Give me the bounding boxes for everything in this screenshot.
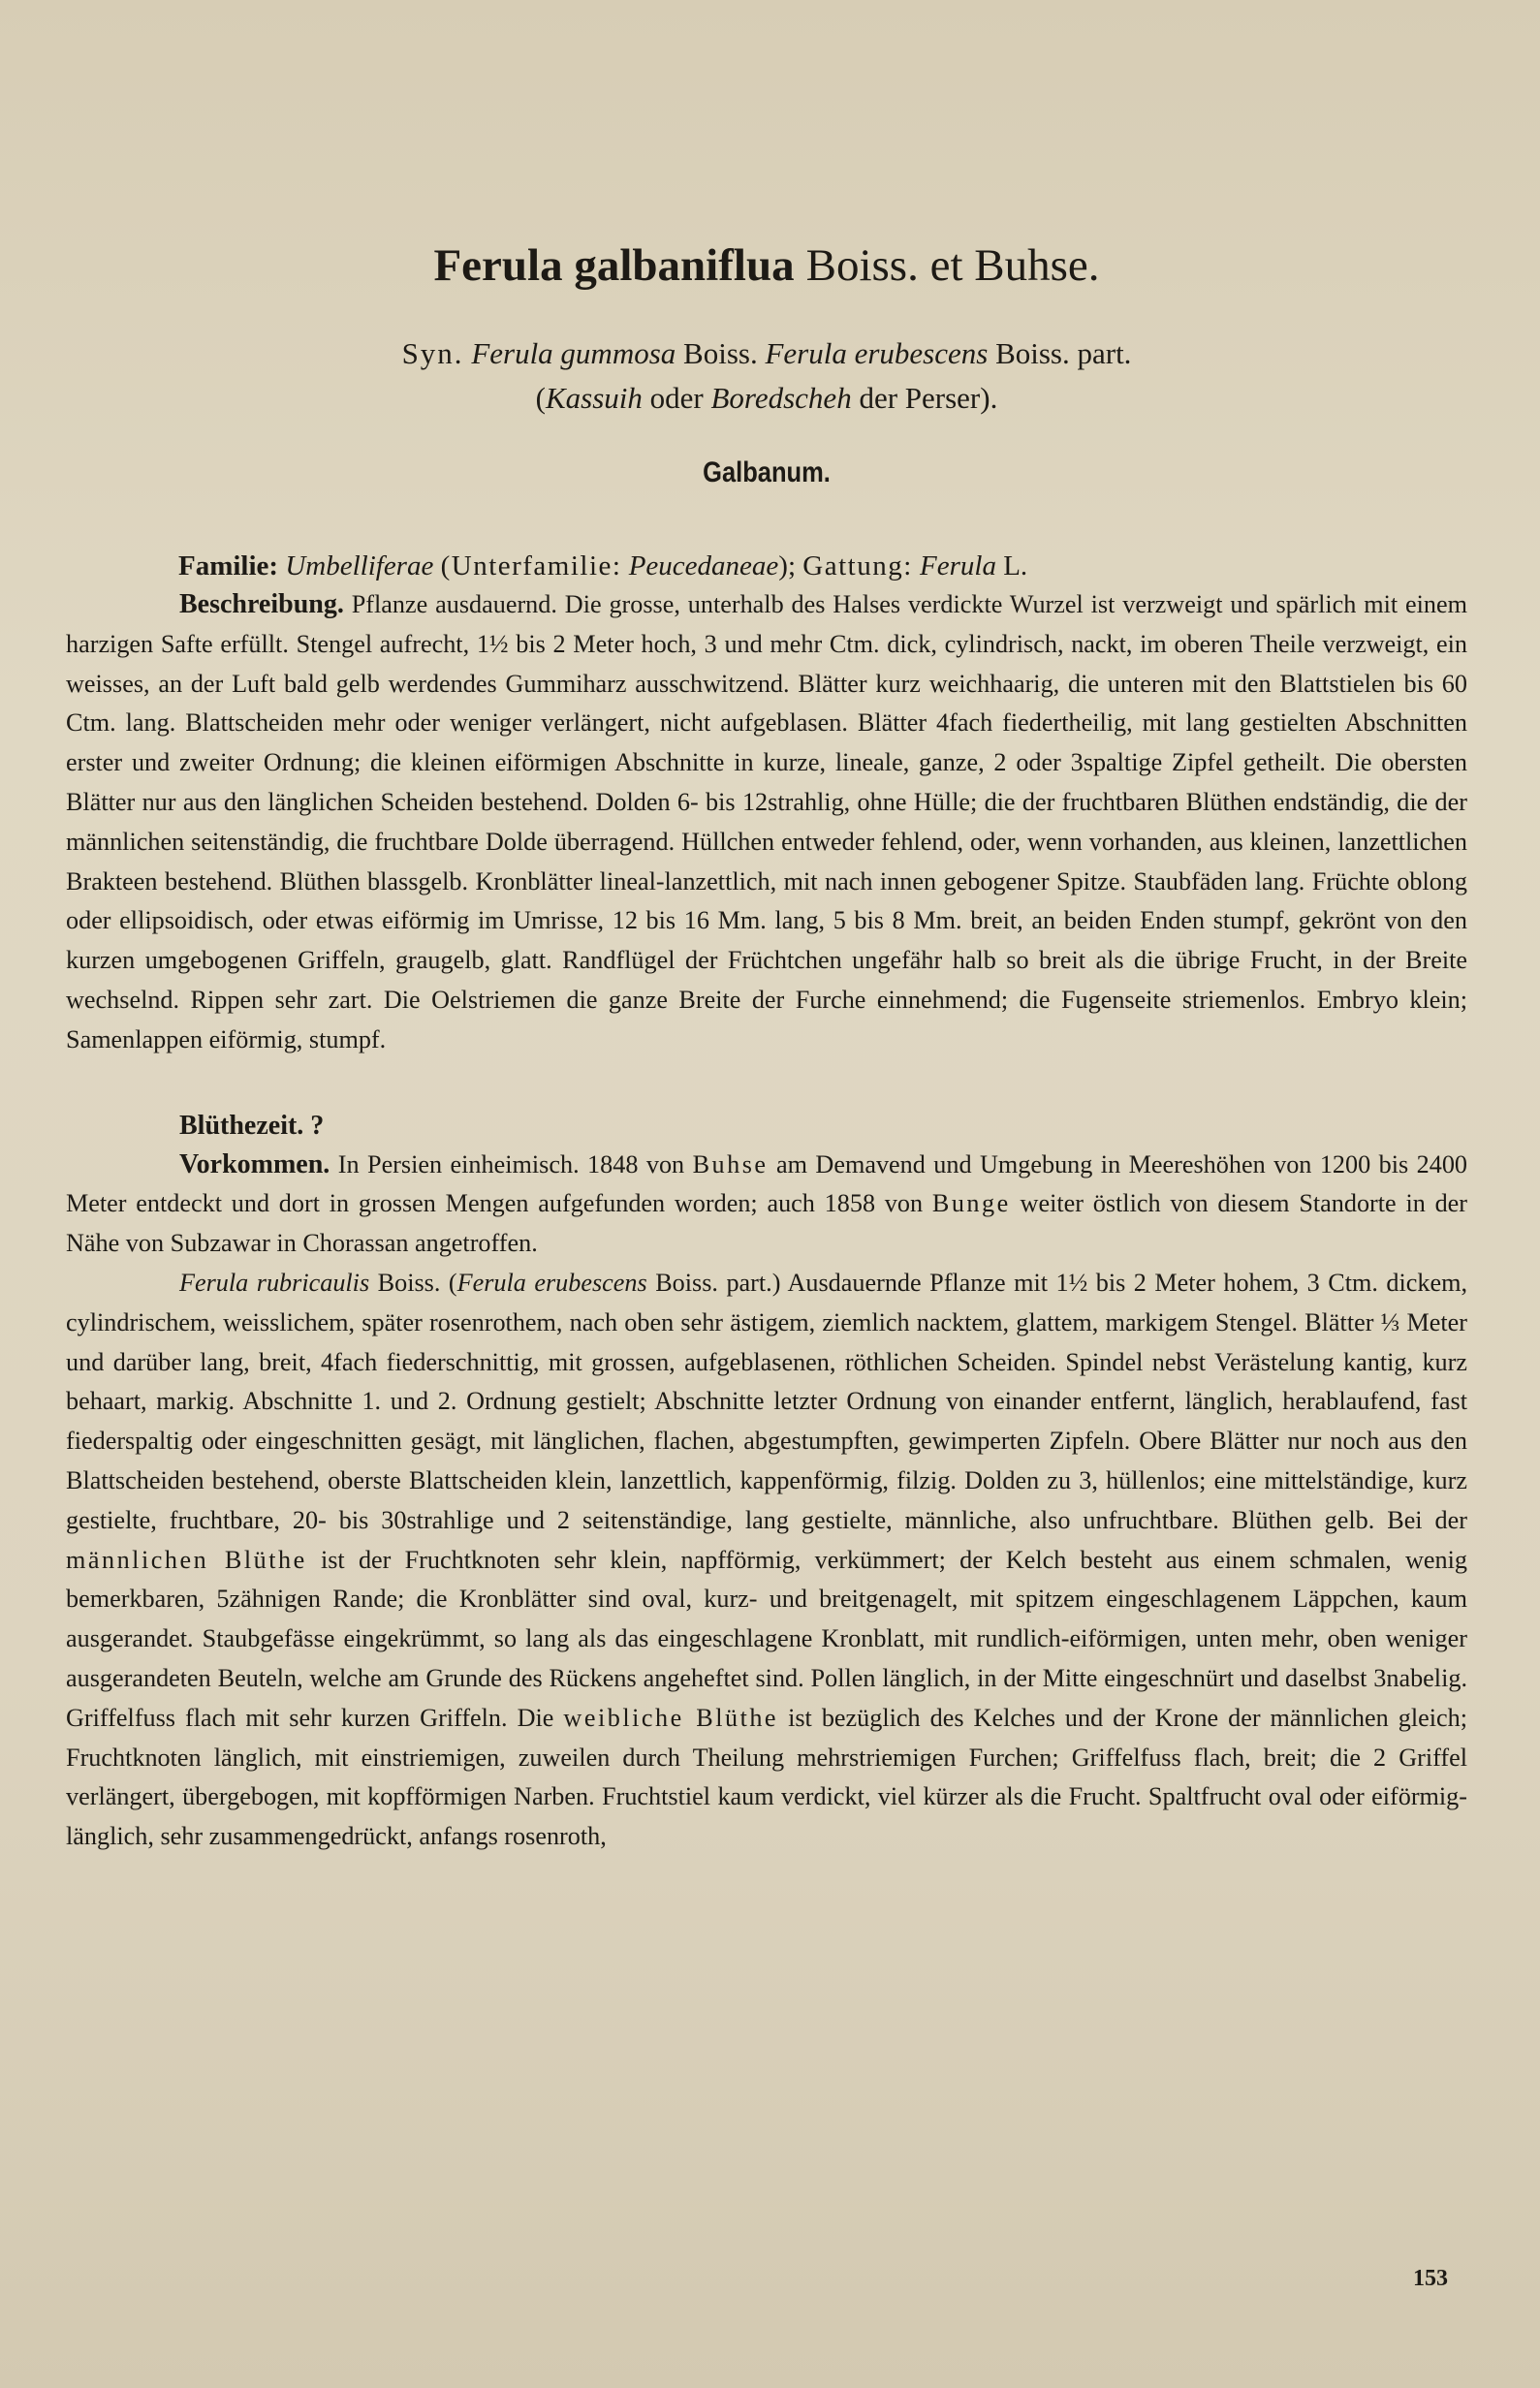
species-name: Ferula galbaniflua <box>433 240 795 291</box>
rubricaulis-name: Ferula rubricaulis <box>179 1268 370 1297</box>
gattung-label: Gattung: <box>802 550 913 581</box>
gattung-value: Ferula <box>920 550 996 581</box>
beschreibung-label: Beschreibung. <box>179 589 344 619</box>
vorkommen-paragraph: Vorkommen. In Persien einheimisch. 1848 von Buhse am Demavend und Umgebung in Meereshöhen von 1200 bis 2400 Meter entdeckt und dort in grossen Mengen aufgefunden worden; auch 1858 von Bunge weiter östlich von diesem Standorte in der Nähe von Subzawar in Chorassan angetroffen. <box>66 1148 1468 1258</box>
familie-label: Familie: <box>178 550 279 581</box>
native-name-1: Kassuih <box>545 381 643 415</box>
rubricaulis-paragraph: Ferula rubricaulis Boiss. (Ferula erubescens Boiss. part.) Ausdauernde Pflanze mit 1½ bis 2 Meter hohem, 3 Ctm. dickem, cylindrischem, weisslichem, später rosenrothem, nach oben sehr ästigem, ziemlich nacktem, glattem, markigem Stengel. Blätter ⅓ Meter und darüber lang, breit, 4fach fiederschnittig, mit grossen, aufgeblasenen, röthlichen Scheiden. Spindel nebst Verästelung kantig, kurz behaart, markig. Abschnitte 1. und 2. Ordnung gestielt; Abschnitte letzter Ordnung von einander entfernt, länglich, herablaufend, fast fiederspaltig oder eingeschnitten gesägt, mit länglichen, flachen, abgestumpften, gewimperten Zipfeln. Obere Blätter nur noch aus den Blattscheiden bestehend, oberste Blattscheiden klein, lanzettlich, kappenförmig, filzig. Dolden zu 3, hüllenlos; eine mittelständige, kurz gestielte, fruchtbare, 20- bis 30strahlige und 2 seitenständige, lang gestielte, männliche, also unfruchtbare. Blüthen gelb. Bei der männlichen Blüthe ist der Fruchtknoten sehr klein, napfförmig, verkümmert; der Kelch besteht aus einem schmalen, wenig bemerkbaren, 5zähnigen Rande; die Kronblätter sind oval, kurz- und breitgenagelt, mit spitzem eingeschlagenem Läppchen, kaum ausgerandet. Staubgefässe eingekrümmt, so lang als das eingeschlagene Kronblatt, mit rundlich-eiförmigen, unten mehr, oben weniger ausgerandeten Beuteln, welche am Grunde des Rückens angeheftet sind. Pollen länglich, in der Mitte eingeschnürt und daselbst 3nabelig. Griffelfuss flach mit sehr kurzen Griffeln. Die weibliche Blüthe ist bezüglich des Kelches und der Krone der männlichen gleich; Fruchtknoten länglich, mit einstriemigen, zuweilen durch Theilung mehrstriemigen Furchen; Griffelfuss flach, breit; die 2 Griffel verlängert, übergebogen, mit kopfförmigen Narben. Fruchtstiel kaum verdickt, viel kürzer als die Frucht. Spaltfrucht oval oder eiförmig-länglich, sehr zusammengedrückt, anfangs rosenroth, <box>66 1268 1467 1851</box>
beschreibung-paragraph <box>66 585 1467 1060</box>
person-buhse: Buhse <box>692 1149 769 1178</box>
synonym-1-authority: Boiss. <box>683 336 758 370</box>
beschreibung-text: Pflanze ausdauernd. Die grosse, unterhalb des Halses verdickte Wurzel ist verzweigt und spärlich mit einem harzigen Safte erfüllt. Stengel aufrecht, 1½ bis 2 Meter hoch, 3 und mehr Ctm. dick, cylindrisch, nackt, im oberen Theile verzweigt, ein weisses, an der Luft bald gelb werdendes Gummiharz ausschwitzend. Blätter kurz weichhaarig, die unteren mit den Blattstielen bis 60 Ctm. lang. Blattscheiden mehr oder weniger verlängert, nicht aufgeblasen. Blätter 4fach fiedertheilig, mit lang gestielten Abschnitten erster und zweiter Ordnung; die kleinen eiförmigen Abschnitte in kurze, lineale, ganze, 2 oder 3spaltige Zipfel getheilt. Die obersten Blätter nur aus den länglichen Scheiden bestehend. Dolden 6- bis 12strahlig, ohne Hülle; die der fruchtbaren Blüthen endständig, die der männlichen seitenständig, die fruchtbare Dolde überragend. Hüllchen entweder fehlend, oder, wenn vorhanden, aus kleinen, lanzettlichen Brakteen bestehend. Blüthen blassgelb. Kronblätter lineal-lanzettlich, mit nach innen gebogener Spitze. Staubfäden lang. Früchte oblong oder ellipsoidisch, oder etwas eiförmig im Umrisse, 12 bis 16 Mm. lang, 5 bis 8 Mm. breit, an beiden Enden stumpf, gekrönt von den kurzen umgebogenen Griffeln, graugelb, glatt. Randflügel der Früchtchen ungefähr halb so breit als die übrige Frucht, in der Breite wechselnd. Rippen sehr zart. Die Oelstriemen die ganze Breite der Furche einnehmend; die Fugenseite striemenlos. Embryo klein; Samenlappen eiförmig, stumpf. <box>66 590 1468 1053</box>
species-authority: Boiss. et Buhse. <box>805 240 1100 291</box>
synonym-2: Ferula erubescens <box>765 336 989 370</box>
synonyms-label: Syn. <box>401 336 464 370</box>
bluethezeit-heading: Blüthezeit. ? <box>179 1110 325 1141</box>
classification-line: Familie: Umbelliferae (Unterfamilie: Peucedaneae); Gattung: Ferula L. <box>178 550 1028 581</box>
drug-name-heading: Galbanum. <box>703 456 831 488</box>
species-title <box>66 0 1467 295</box>
unterfamilie-value: Peucedaneae <box>628 550 779 581</box>
native-names-line: (Kassuih oder Boredscheh der Perser). <box>535 381 998 415</box>
synonym-2-authority: Boiss. part. <box>995 336 1132 370</box>
page-number: 153 <box>1413 2266 1448 2291</box>
native-name-2: Boredscheh <box>710 381 852 415</box>
familie-value: Umbelliferae <box>285 550 434 581</box>
synonyms-line <box>66 331 1467 376</box>
synonyms-block <box>66 331 1467 421</box>
vorkommen-label: Vorkommen. <box>179 1148 330 1179</box>
person-bunge: Bunge <box>931 1189 1011 1218</box>
synonym-1: Ferula gummosa <box>471 336 676 370</box>
rubricaulis-synonym: Ferula erubescens <box>456 1268 647 1297</box>
